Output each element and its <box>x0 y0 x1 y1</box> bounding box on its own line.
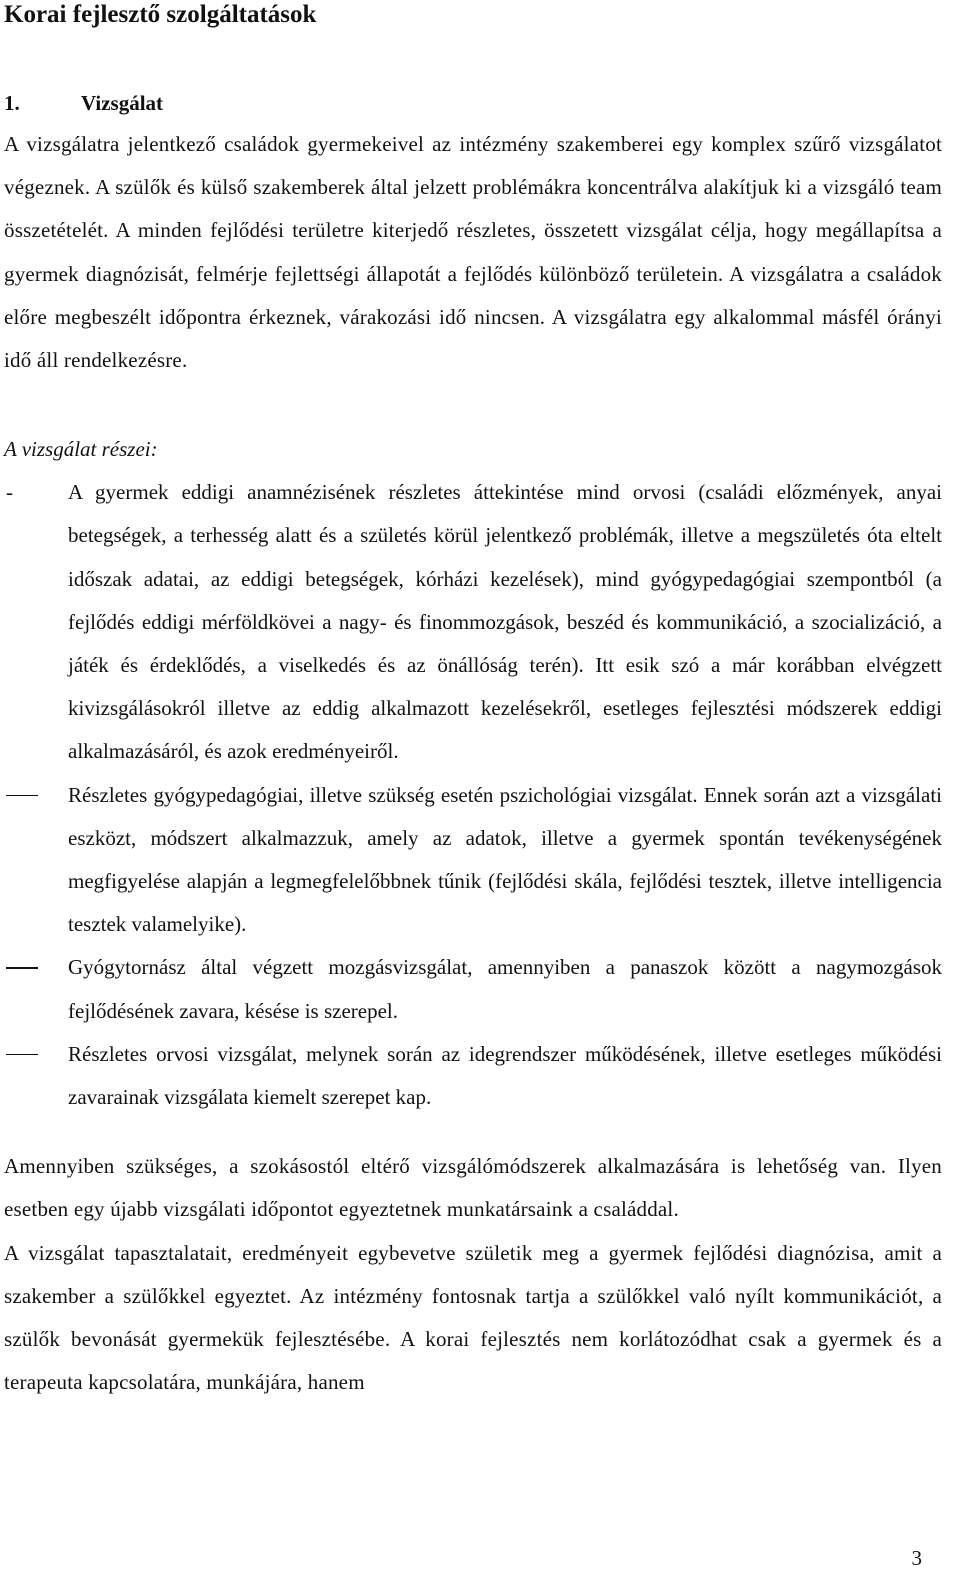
list-item-pedagogical-exam <box>4 774 942 947</box>
list-item-text: A gyermek eddigi anamnézisének részletes áttekintése mind orvosi (családi előzmények, anyai betegségek, a terhesség alatt és a születés körül jelentkező problémák, illetve a megszületés óta eltelt időszak adatai, az eddigi betegségek, kórházi kezelések), mind gyógypedagógiai szempontból (a fejlődés eddigi mérföldkövei a nagy- és finommozgások, beszéd és kommunikáció, a szocializáció, a játék és érdeklődés, a viselkedés és az önállóság terén). Itt esik szó a már korábban elvégzett kivizsgálásokról illetve az eddig alkalmazott kezelésekről, esetleges fejlesztési módszerek eddigi alkalmazásáról, és azok eredményeiről. <box>68 480 942 764</box>
section-title: Vizsgálat <box>81 91 164 115</box>
list-item-text: Részletes orvosi vizsgálat, melynek során az idegrendszer működésének, illetve esetleges működési zavarainak vizsgálata kiemelt szerepet kap. <box>68 1041 942 1110</box>
intro-paragraph: A vizsgálatra jelentkező családok gyermekeivel az intézmény szakemberei egy komplex szűrő vizsgálatot végeznek. A szülők és külső szakemberek által jelzett problémákra koncentrálva alakítjuk ki a vizsgáló team összetételét. A minden fejlődési területre kiterjedő részletes, összetett vizsgálat célja, hogy megállapítsa a gyermek diagnózisát, felmérje fejlettségi állapotát a fejlődés különböző területein. A vizsgálatra a családok előre megbeszélt időpontra érkeznek, várakozási idő nincsen. A vizsgálatra egy alkalommal másfél órányi idő áll rendelkezésre. <box>4 132 942 373</box>
section-number: 1. <box>4 91 20 115</box>
page-number: 3 <box>911 1546 922 1570</box>
closing-paragraph-1: Amennyiben szükséges, a szokásostól eltérő vizsgálómódszerek alkalmazására is lehetőség van. Ilyen esetben egy újabb vizsgálati időpontot egyeztetnek munkatársaink a családdal. <box>4 1154 942 1222</box>
closing-paragraph-2: A vizsgálat tapasztalatait, eredményeit egybevetve születik meg a gyermek fejlődési diagnózisa, amit a szakember a szülőkkel egyeztet. Az intézmény fontosnak tartja a szülőkkel való nyílt kommunikációt, a szülők bevonását gyermekük fejlesztésébe. A korai fejlesztés nem korlátozódhat csak a gyermek és a terapeuta kapcsolatára, munkájára, hanem <box>4 1240 942 1395</box>
document-page <box>4 0 942 1404</box>
section-heading <box>4 88 942 118</box>
list-marker: - <box>6 480 13 505</box>
list-item-text: Részletes gyógypedagógiai, illetve szükség esetén pszichológiai vizsgálat. Ennek során azt a vizsgálati eszközt, módszert alkalmazzuk, amely az adatok, illetve a gyermek spontán tevékenységének megfigyelése alapján a legmegfelelőbbnek tűnik (fejlődési skála, fejlődési tesztek, illetve intelligencia tesztek valamelyike). <box>68 782 942 937</box>
list-item-medical-exam <box>4 1033 942 1119</box>
document-title: Korai fejlesztő szolgáltatások <box>4 1 317 28</box>
parts-heading: A vizsgálat részei: <box>4 437 158 462</box>
list-item-motor-exam <box>4 946 942 1032</box>
parts-list <box>4 471 942 1119</box>
list-item-text: Gyógytornász által végzett mozgásvizsgálat, amennyiben a panaszok között a nagymozgások fejlődésének zavara, késése is szerepel. <box>68 955 942 1023</box>
list-item-anamnesis <box>4 471 942 773</box>
